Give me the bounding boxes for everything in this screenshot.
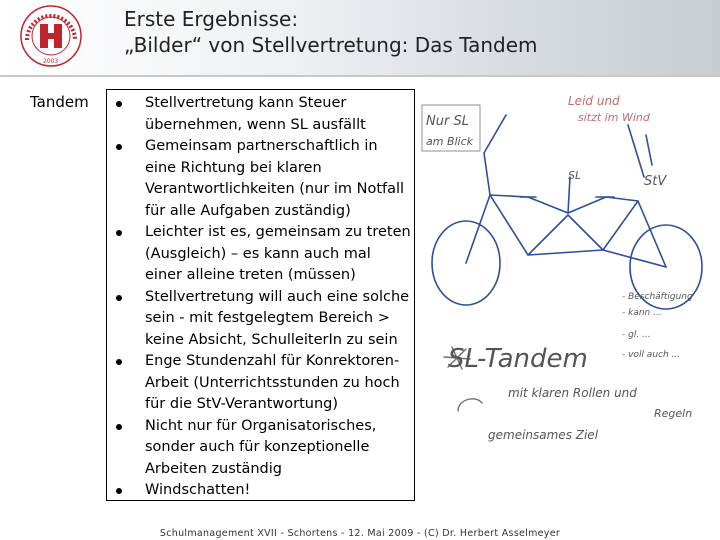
bullet-icon: [116, 295, 122, 301]
sketch-label-stv: StV: [644, 174, 667, 189]
header-bar: [0, 0, 720, 75]
bullet-icon: [116, 230, 122, 236]
sketch-sub-1: mit klaren Rollen und: [508, 386, 637, 400]
sketch-sub-3: gemeinsames Ziel: [488, 428, 599, 442]
bullet-item: Stellvertretung kann Steuer übernehmen, wenn SL ausfällt: [107, 93, 412, 136]
bullet-icon: [116, 101, 122, 107]
svg-text:- gl. ...: - gl. ...: [622, 330, 651, 340]
bullet-icon: [116, 424, 122, 430]
university-logo: [18, 4, 84, 68]
bullet-box: [106, 89, 415, 501]
sketch-heading: SL-Tandem: [448, 344, 588, 374]
sketch-label-top-right: Leid und: [568, 94, 620, 108]
bullet-item: Gemeinsam partnerschaftlich in eine Richtung bei klaren Verantwortlichkeiten (nur im Notfall für alle Aufgaben zuständig): [107, 136, 412, 222]
svg-text:- voll auch ...: - voll auch ...: [622, 350, 681, 360]
section-label: Tandem: [30, 93, 89, 111]
svg-text:2003: 2003: [43, 58, 59, 65]
bullet-item: Enge Stundenzahl für Konrektoren-Arbeit (Unterrichtsstunden zu hoch für die StV-Verantwortung): [107, 351, 412, 416]
svg-text:- Beschäftigung: - Beschäftigung: [622, 292, 693, 302]
svg-text:- kann ...: - kann ...: [622, 308, 662, 318]
bullet-item: Stellvertretung will auch eine solche sein - mit festgelegtem Bereich > keine Absicht, SchulleiterIn zu sein: [107, 287, 412, 352]
bullet-list: [107, 93, 412, 502]
sketch-sub-2: Regeln: [654, 407, 693, 420]
svg-text:sitzt im Wind: sitzt im Wind: [578, 111, 650, 124]
title-line-2: „Bilder“ von Stellvertretung: Das Tandem: [124, 33, 538, 57]
bullet-item: Leichter ist es, gemeinsam zu treten (Ausgleich) – es kann auch mal einer alleine treten (müssen): [107, 222, 412, 287]
page-title: [124, 6, 538, 58]
bullet-icon: [116, 488, 122, 494]
header-divider: [0, 75, 720, 77]
footer-text: Schulmanagement XVII - Schortens - 12. Mai 2009 - (C) Dr. Herbert Asselmeyer: [159, 528, 561, 539]
bullet-icon: [116, 144, 122, 150]
bullet-item: Windschatten!: [107, 480, 412, 502]
bullet-icon: [116, 359, 122, 365]
sketch-label-front: Nur SL: [426, 114, 469, 129]
tandem-sketch: [418, 85, 716, 500]
sketch-label-sl: SL: [568, 169, 582, 182]
title-line-1: Erste Ergebnisse:: [124, 7, 299, 31]
bullet-item: Nicht nur für Organisatorisches, sonder auch für konzeptionelle Arbeiten zuständig: [107, 416, 412, 481]
svg-text:am Blick: am Blick: [426, 135, 474, 148]
